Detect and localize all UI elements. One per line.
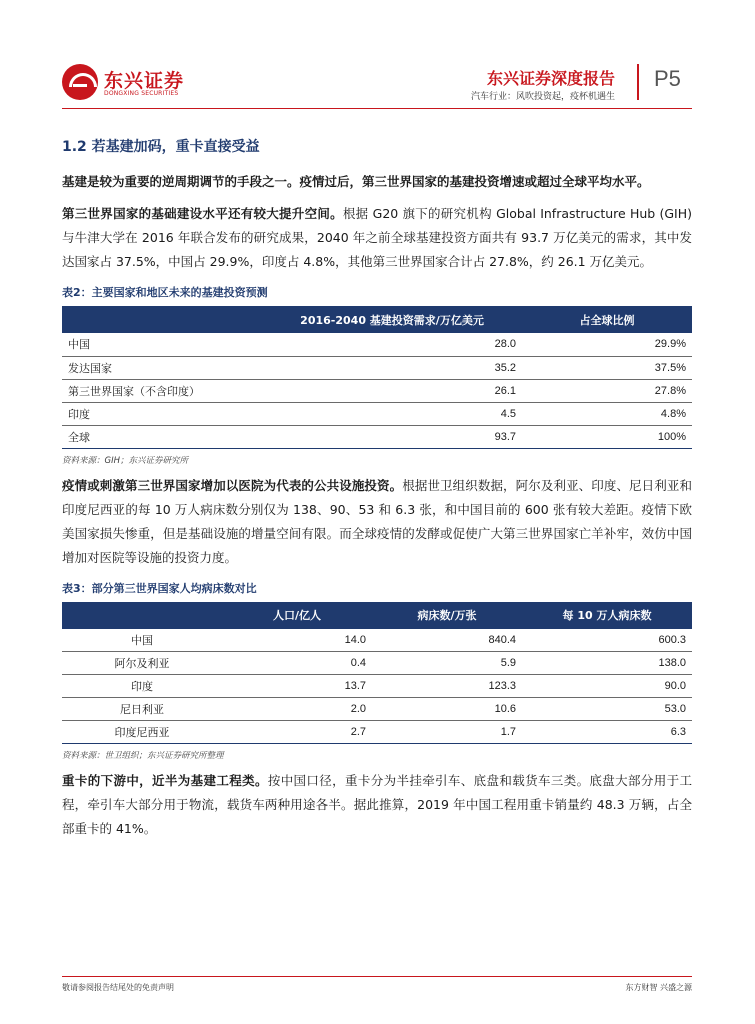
report-series-title: 东兴证券深度报告 bbox=[486, 69, 615, 88]
table3-cell-beds-per-100k: 90.0 bbox=[522, 675, 692, 698]
table-row bbox=[62, 698, 692, 721]
table2-source: 资料来源：GIH；东兴证券研究所 bbox=[62, 455, 188, 466]
table3-cell-country: 尼日利亚 bbox=[62, 698, 222, 721]
table3-cell-population: 2.0 bbox=[222, 698, 372, 721]
table-row bbox=[62, 675, 692, 698]
table2-cell-share: 27.8% bbox=[522, 379, 692, 402]
table3-cell-beds: 123.3 bbox=[372, 675, 522, 698]
paragraph-1-bold: 基建是较为重要的逆周期调节的手段之一。疫情过后，第三世界国家的基建投资增速或超过全球平均水平。 bbox=[62, 174, 650, 189]
table3-header-population: 人口/亿人 bbox=[272, 609, 322, 622]
table3-cell-beds-per-100k: 138.0 bbox=[522, 652, 692, 675]
page-header bbox=[0, 0, 755, 115]
table-row bbox=[62, 721, 692, 744]
table2-cell-region: 全球 bbox=[62, 425, 262, 448]
main-content bbox=[62, 136, 692, 841]
table2-header-blank bbox=[62, 306, 262, 333]
table2-header-share: 占全球比例 bbox=[579, 313, 635, 327]
paragraph-1 bbox=[62, 170, 692, 194]
logo-emblem-icon bbox=[62, 64, 98, 100]
table3-header-blank bbox=[62, 602, 222, 629]
paragraph-4 bbox=[62, 769, 692, 841]
table3-header-beds-per-100k: 每 10 万人病床数 bbox=[562, 609, 652, 622]
table-row bbox=[62, 652, 692, 675]
footer-rule bbox=[62, 976, 692, 977]
paragraph-2-bold: 第三世界国家的基础建设水平还有较大提升空间。 bbox=[62, 206, 343, 221]
table2-cell-share: 37.5% bbox=[522, 356, 692, 379]
paragraph-2-text: 根据 G20 旗下的研究机构 Global Infrastructure Hub (GIH) 与牛津大学在 2016 年联合发布的研究成果，2040 年之前全球基建投资方面共有 93.7 万亿美元的需求，其中发达国家占 37.5%，中国占 29.9%，印度占 4.8%，其他第三世界国家合计占 27.8%，约 26.1 万亿美元。 bbox=[62, 206, 692, 269]
table3-cell-beds-per-100k: 53.0 bbox=[522, 698, 692, 721]
table3-cell-country: 中国 bbox=[62, 629, 222, 652]
logo-english-name: DONGXING SECURITIES bbox=[104, 90, 179, 97]
footer-disclaimer: 敬请参阅报告结尾处的免责声明 bbox=[62, 983, 174, 992]
table3-header-row bbox=[62, 602, 692, 629]
report-subtitle: 汽车行业：风吹投资起，疫杯机遇生 bbox=[470, 92, 615, 102]
table-row bbox=[62, 402, 692, 425]
footer-slogan: 东方财智 兴盛之源 bbox=[625, 983, 692, 992]
table3-cell-population: 13.7 bbox=[222, 675, 372, 698]
table2-header-row bbox=[62, 306, 692, 333]
section-title: 1.2 若基建加码，重卡直接受益 bbox=[62, 139, 260, 155]
table-row bbox=[62, 333, 692, 356]
table3-cell-beds-per-100k: 6.3 bbox=[522, 721, 692, 744]
table2-cell-region: 中国 bbox=[62, 333, 262, 356]
table2-cell-region: 第三世界国家（不含印度） bbox=[62, 379, 262, 402]
paragraph-3-bold: 疫情或刺激第三世界国家增加以医院为代表的公共设施投资。 bbox=[62, 477, 403, 493]
table2-header-demand: 2016-2040 基建投资需求/万亿美元 bbox=[300, 313, 484, 327]
table3-header-beds: 病床数/万张 bbox=[417, 609, 477, 622]
table2-cell-demand: 93.7 bbox=[262, 425, 522, 448]
table-row bbox=[62, 425, 692, 448]
table3-cell-beds: 1.7 bbox=[372, 721, 522, 744]
table3-cell-country: 印度 bbox=[62, 675, 222, 698]
table3-cell-beds: 840.4 bbox=[372, 629, 522, 652]
table2-cell-demand: 4.5 bbox=[262, 402, 522, 425]
table3-cell-population: 2.7 bbox=[222, 721, 372, 744]
table3-cell-beds: 5.9 bbox=[372, 652, 522, 675]
table2-cell-share: 29.9% bbox=[522, 333, 692, 356]
table3 bbox=[62, 602, 692, 745]
logo-name: 东兴证券 bbox=[104, 70, 185, 92]
table3-cell-beds: 10.6 bbox=[372, 698, 522, 721]
table-row bbox=[62, 629, 692, 652]
table2-cell-demand: 35.2 bbox=[262, 356, 522, 379]
table2-cell-region: 发达国家 bbox=[62, 356, 262, 379]
table2-cell-region: 印度 bbox=[62, 402, 262, 425]
paragraph-2 bbox=[62, 202, 692, 274]
table3-title: 表3：部分第三世界国家人均病床数对比 bbox=[62, 581, 257, 595]
table-row bbox=[62, 356, 692, 379]
paragraph-3-text: 根据世卫组织数据，阿尔及利亚、印度、尼日利亚和印度尼西亚的每 10 万人病床数分别仅为 138、90、53 和 6.3 张，和中国目前的 600 张有较大差距。疫情下欧美国家损失惨重，但是基础设施的增量空间有限。而全球疫情的发酵或促使广大第三世界国家亡羊补牢，效仿中国增加对医院等设施的投资力度。 bbox=[62, 477, 692, 565]
page-number: P5 bbox=[654, 66, 681, 91]
table2-cell-share: 100% bbox=[522, 425, 692, 448]
table2-cell-demand: 26.1 bbox=[262, 379, 522, 402]
company-logo bbox=[62, 64, 185, 104]
table3-cell-population: 0.4 bbox=[222, 652, 372, 675]
paragraph-4-text: 按中国口径，重卡分为半挂牵引车、底盘和载货车三类。底盘大部分用于工程，牵引车大部分用于物流，载货车两种用途各半。据此推算，2019 年中国工程用重卡销量约 48.3 万辆，占全部重卡的 41%。 bbox=[62, 773, 692, 836]
table3-cell-beds-per-100k: 600.3 bbox=[522, 629, 692, 652]
header-rule bbox=[62, 108, 692, 109]
table2-title: 表2：主要国家和地区未来的基建投资预测 bbox=[62, 286, 268, 299]
table2 bbox=[62, 306, 692, 449]
table3-source: 资料来源：世卫组织；东兴证券研究所整理 bbox=[62, 751, 224, 761]
paragraph-3 bbox=[62, 474, 692, 570]
paragraph-4-bold: 重卡的下游中，近半为基建工程类。 bbox=[62, 773, 268, 788]
table-row bbox=[62, 379, 692, 402]
header-divider bbox=[637, 64, 639, 100]
table2-cell-share: 4.8% bbox=[522, 402, 692, 425]
table2-cell-demand: 28.0 bbox=[262, 333, 522, 356]
table3-cell-population: 14.0 bbox=[222, 629, 372, 652]
table3-cell-country: 阿尔及利亚 bbox=[62, 652, 222, 675]
table3-cell-country: 印度尼西亚 bbox=[62, 721, 222, 744]
